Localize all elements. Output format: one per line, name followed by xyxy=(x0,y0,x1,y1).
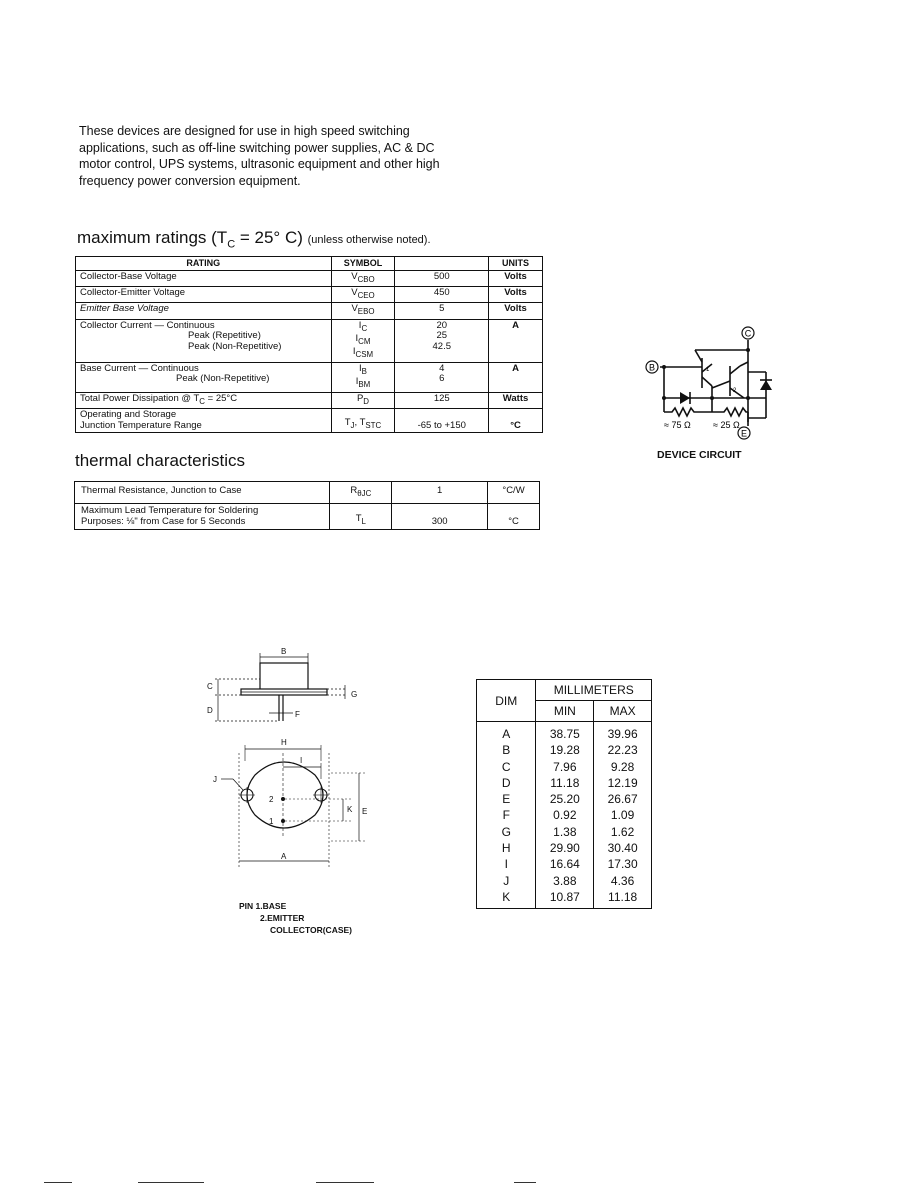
transistor-q2-label: 2 xyxy=(733,388,737,394)
scan-mark xyxy=(316,1182,374,1183)
dim-cell: B xyxy=(477,742,536,758)
resistor-r2-label: ≈ 25 Ω xyxy=(713,420,740,430)
symbol-sub: CM xyxy=(358,336,371,346)
dim-cell: H xyxy=(477,840,536,856)
rating-line: Collector Current — Continuous xyxy=(80,319,215,331)
thermal-title: thermal characteristics xyxy=(75,451,246,470)
dim-cell: E xyxy=(477,791,536,807)
dimensions-table xyxy=(476,679,652,909)
dim-label-c: C xyxy=(207,682,213,691)
intro-paragraph: These devices are designed for use in high speed switching applications, such as off-line switching power supplies, AC & DC motor control, UPS systems, ultrasonic equipment and other high frequency power conversion equipment. xyxy=(79,124,440,188)
table-row xyxy=(477,742,652,758)
unit-cell: °C/W xyxy=(488,482,540,504)
max-ratings-title-sub: C xyxy=(227,238,236,251)
symbol-cell xyxy=(331,362,395,392)
table-row xyxy=(76,270,543,286)
pin-2-label: 2 xyxy=(269,795,274,804)
rating-line: Peak (Non-Repetitive) xyxy=(188,340,282,352)
table-header-row xyxy=(76,257,543,271)
value-cell: 5 xyxy=(395,303,489,319)
max-cell: 1.62 xyxy=(594,824,652,840)
max-cell: 4.36 xyxy=(594,873,652,889)
max-cell: 12.19 xyxy=(594,775,652,791)
scan-mark xyxy=(44,1182,72,1183)
rating-line: Operating and Storage xyxy=(80,409,177,421)
symbol-sub: J xyxy=(350,420,355,430)
symbol: R xyxy=(350,485,358,496)
dim-label-d: D xyxy=(207,706,213,715)
value-cell xyxy=(395,319,489,362)
min-cell: 3.88 xyxy=(536,873,594,889)
dim-label-j: J xyxy=(213,775,217,784)
rating-cell: Collector-Emitter Voltage xyxy=(76,286,332,302)
header-dim: DIM xyxy=(477,680,536,722)
terminal-e-label: E xyxy=(740,428,748,439)
pin-legend-line: PIN 1.BASE xyxy=(239,901,287,911)
value-cell: 300 xyxy=(392,504,488,530)
unit-cell: Volts xyxy=(489,286,543,302)
diode-icon xyxy=(680,392,690,404)
dim-cell: J xyxy=(477,873,536,889)
symbol: I xyxy=(358,319,362,331)
pin-legend-line: COLLECTOR(CASE) xyxy=(270,925,353,935)
rating-tail: = 25°C xyxy=(205,392,238,404)
dim-cell: I xyxy=(477,856,536,872)
dim-cell: F xyxy=(477,807,536,823)
min-cell: 25.20 xyxy=(536,791,594,807)
table-row xyxy=(76,319,543,362)
min-cell: 16.64 xyxy=(536,856,594,872)
dim-label-g: G xyxy=(351,690,358,699)
symbol: T xyxy=(355,513,362,524)
max-cell: 30.40 xyxy=(594,840,652,856)
symbol: V xyxy=(351,286,358,298)
rating-line: Base Current — Continuous xyxy=(80,362,199,374)
header-max: MAX xyxy=(594,701,652,722)
table-row xyxy=(477,807,652,823)
rating-cell: Emitter Base Voltage xyxy=(76,303,332,319)
max-cell: 26.67 xyxy=(594,791,652,807)
table-row xyxy=(477,824,652,840)
symbol-sub: L xyxy=(361,516,366,526)
header-rating: RATING xyxy=(76,257,332,271)
dim-label-e: E xyxy=(362,807,368,816)
table-row xyxy=(75,482,540,504)
unit-cell: A xyxy=(489,319,543,362)
symbol-cell xyxy=(331,286,395,302)
unit-cell: A xyxy=(489,362,543,392)
min-cell: 19.28 xyxy=(536,742,594,758)
max-ratings-title-text: maximum ratings (T xyxy=(77,228,228,247)
rating-line: Purposes: ⅛" from Case for 5 Seconds xyxy=(81,515,246,527)
device-circuit-caption: DEVICE CIRCUIT xyxy=(657,449,742,461)
symbol-cell xyxy=(331,319,395,362)
rating-cell: Thermal Resistance, Junction to Case xyxy=(75,482,330,504)
dim-cell: A xyxy=(477,722,536,743)
dim-header-row xyxy=(477,680,652,701)
value-line: 25 xyxy=(436,330,448,342)
symbol: P xyxy=(356,392,364,404)
unit-cell: Volts xyxy=(489,303,543,319)
symbol: V xyxy=(351,303,358,315)
pin-1-label: 1 xyxy=(269,817,274,826)
rating-cell xyxy=(75,504,330,530)
table-row xyxy=(477,722,652,743)
header-symbol: SYMBOL xyxy=(331,257,395,271)
min-cell: 0.92 xyxy=(536,807,594,823)
rating-line: Maximum Lead Temperature for Soldering xyxy=(81,505,259,517)
symbol-cell xyxy=(331,270,395,286)
table-row xyxy=(76,392,543,408)
terminal-b-label: B xyxy=(648,362,656,373)
value-line: 6 xyxy=(439,373,445,385)
symbol-sub: B xyxy=(361,366,367,376)
table-row xyxy=(477,873,652,889)
min-cell: 1.38 xyxy=(536,824,594,840)
symbol-sub: CBO xyxy=(357,274,375,284)
symbol: I xyxy=(355,333,359,345)
terminal-c-label: C xyxy=(744,328,752,339)
min-cell: 38.75 xyxy=(536,722,594,743)
dim-cell: G xyxy=(477,824,536,840)
dim-label-a: A xyxy=(281,852,287,861)
rating-line: Peak (Non-Repetitive) xyxy=(176,373,270,385)
thermal-table xyxy=(74,481,540,530)
symbol-line xyxy=(336,377,391,390)
transistor-q1-label: 1 xyxy=(706,367,710,373)
dim-label-h: H xyxy=(281,738,287,747)
table-row xyxy=(477,775,652,791)
rating-line: Peak (Repetitive) xyxy=(188,330,261,342)
symbol-line xyxy=(336,364,391,377)
header-units: UNITS xyxy=(489,257,543,271)
symbol: I xyxy=(355,376,359,388)
value-cell: 125 xyxy=(395,392,489,408)
dim-label-f: F xyxy=(295,710,300,719)
rating-cell xyxy=(76,319,332,362)
value-line: 42.5 xyxy=(432,340,451,352)
symbol-sub: BM xyxy=(358,380,371,390)
rating-cell: Collector-Base Voltage xyxy=(76,270,332,286)
table-row xyxy=(76,362,543,392)
table-row xyxy=(477,759,652,775)
pin-legend-line: 2.EMITTER xyxy=(260,913,305,923)
symbol: I xyxy=(359,362,362,374)
symbol-line xyxy=(336,321,391,334)
table-row xyxy=(477,791,652,807)
value-line: 20 xyxy=(436,319,448,331)
symbol: T xyxy=(344,416,351,428)
table-row xyxy=(76,409,543,433)
symbol-mid: , T xyxy=(354,416,366,428)
symbol-line xyxy=(336,347,391,360)
diode-icon xyxy=(760,380,772,390)
unit-cell: °C xyxy=(489,409,543,433)
unit-cell: Volts xyxy=(489,270,543,286)
header-millimeters: MILLIMETERS xyxy=(536,680,652,701)
value-line: 4 xyxy=(439,362,445,374)
symbol-sub: CSM xyxy=(355,350,374,360)
scan-mark xyxy=(138,1182,204,1183)
symbol-cell xyxy=(331,303,395,319)
max-ratings-table xyxy=(75,256,543,433)
resistor-r1-label: ≈ 75 Ω xyxy=(664,420,691,430)
dim-label-i: I xyxy=(300,756,303,765)
max-cell: 22.23 xyxy=(594,742,652,758)
symbol-cell xyxy=(331,409,395,433)
dim-cell: D xyxy=(477,775,536,791)
symbol-sub: STC xyxy=(365,420,382,430)
min-cell: 7.96 xyxy=(536,759,594,775)
symbol-sub: D xyxy=(363,396,369,406)
min-cell: 29.90 xyxy=(536,840,594,856)
package-outline-drawing xyxy=(205,645,368,873)
rating-cell xyxy=(76,362,332,392)
min-cell: 11.18 xyxy=(536,775,594,791)
scan-mark xyxy=(514,1182,536,1183)
max-ratings-note: (unless otherwise noted). xyxy=(307,234,431,246)
max-cell: 17.30 xyxy=(594,856,652,872)
table-row xyxy=(477,856,652,872)
dim-label-b: B xyxy=(281,647,287,656)
symbol: V xyxy=(351,270,358,282)
rating-text: Total Power Dissipation @ T xyxy=(80,392,200,404)
symbol-cell xyxy=(330,504,392,530)
max-ratings-title-tail: = 25° C) xyxy=(235,228,303,247)
value-cell xyxy=(395,362,489,392)
value-cell: 450 xyxy=(395,286,489,302)
table-row xyxy=(477,840,652,856)
table-row xyxy=(76,303,543,319)
symbol-sub: CEO xyxy=(357,290,375,300)
symbol-cell xyxy=(331,392,395,408)
rating-cell xyxy=(76,409,332,433)
max-ratings-title xyxy=(77,228,431,250)
value-cell: 1 xyxy=(392,482,488,504)
value-cell: 500 xyxy=(395,270,489,286)
dim-cell: C xyxy=(477,759,536,775)
max-cell: 9.28 xyxy=(594,759,652,775)
symbol-cell xyxy=(330,482,392,504)
unit-cell: °C xyxy=(488,504,540,530)
dim-cell: K xyxy=(477,889,536,909)
symbol: I xyxy=(352,346,356,358)
table-row xyxy=(76,286,543,302)
min-cell: 10.87 xyxy=(536,889,594,909)
symbol-sub: EBO xyxy=(357,307,375,317)
symbol-sub: C xyxy=(361,323,368,333)
symbol-line xyxy=(336,334,391,347)
pin-legend xyxy=(239,900,352,936)
unit-cell: Watts xyxy=(489,392,543,408)
header-min: MIN xyxy=(536,701,594,722)
max-cell: 1.09 xyxy=(594,807,652,823)
rating-sub: C xyxy=(199,396,206,406)
device-circuit-schematic xyxy=(640,322,780,444)
max-cell: 39.96 xyxy=(594,722,652,743)
dim-label-k: K xyxy=(347,805,353,814)
rating-line: Junction Temperature Range xyxy=(80,419,202,431)
table-row xyxy=(75,504,540,530)
symbol-sub: θJC xyxy=(357,488,372,498)
header-value xyxy=(395,257,489,271)
table-row xyxy=(477,889,652,909)
max-cell: 11.18 xyxy=(594,889,652,909)
value-cell: -65 to +150 xyxy=(395,409,489,433)
rating-cell xyxy=(76,392,332,408)
